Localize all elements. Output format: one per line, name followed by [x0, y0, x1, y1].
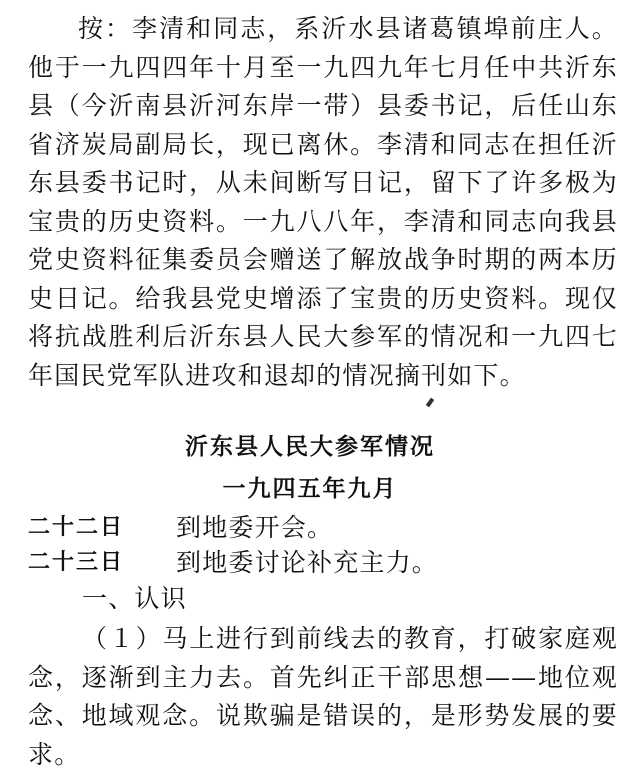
- section-title: 沂东县人民大参军情况: [185, 434, 435, 460]
- point-paragraph: （１）马上进行到前线去的教育，打破家庭观念，逐渐到主力去。首先纠正干部思想——地位观念、地域观念。说欺骗是错误的，是形势发展的要求。: [28, 624, 618, 769]
- ink-speck: [426, 398, 434, 408]
- diary-entry-text: 到地委开会。: [176, 513, 334, 542]
- subsection-heading: 一、认识: [82, 584, 187, 613]
- date-heading: 一九四五年九月: [222, 476, 398, 502]
- diary-entry-text: 到地委讨论补充主力。: [176, 548, 439, 577]
- diary-entry-day: 二十三日: [28, 550, 125, 575]
- editor-note-paragraph: 按：李清和同志，系沂水县诸葛镇埠前庄人。他于一九四四年十月至一九四九年七月任中共沂东县（今沂南县沂河东岸一带）县委书记，后任山东省济炭局副局长，现已离休。李清和同志在担任沂东县委书记时，从未间断写日记，留下了许多极为宝贵的历史资料。一九八八年，李清和同志向我县党史资料征集委员会赠送了解放战争时期的两本历史日记。给我县党史增添了宝贵的历史资料。现仅将抗战胜利后沂东县人民大参军的情况和一九四七年国民党军队进攻和退却的情况摘刊如下。: [28, 14, 618, 390]
- diary-entry-day: 二十二日: [28, 515, 125, 540]
